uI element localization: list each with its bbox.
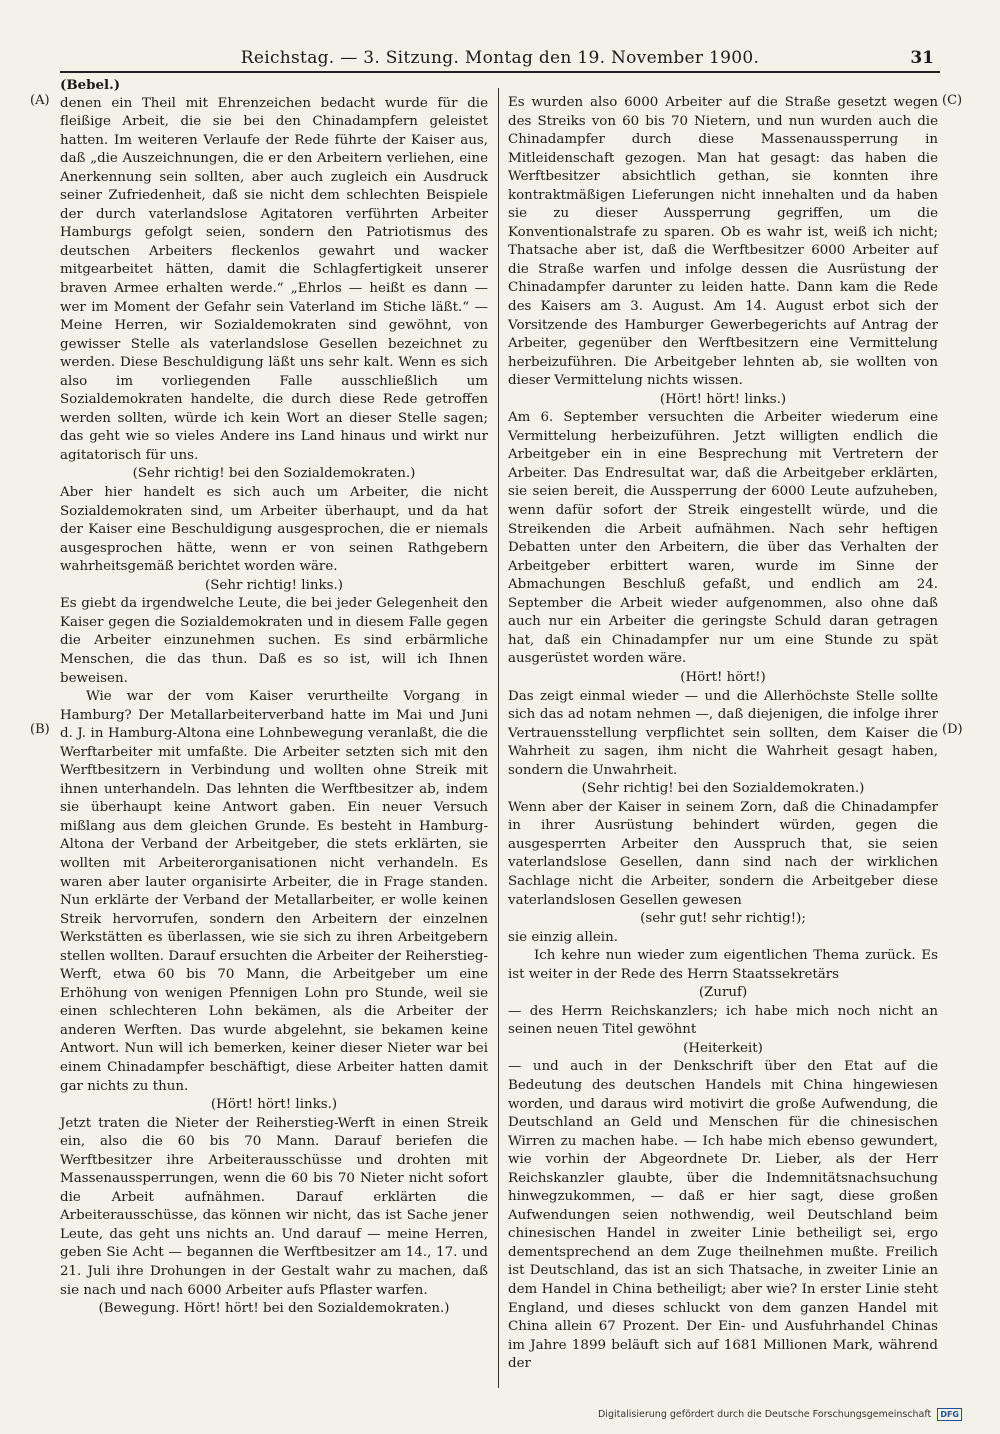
paragraph: Wie war der vom Kaiser verurtheilte Vorgang in Hamburg? Der Metallarbeiterverband hatte im Mai und Juni d. J. in Hamburg-Altona eine Lohnbewegung veranlaßt, die die Werftarbeiter mit umfaßte. Die Arbeiter setzten sich mit den Werftbesitzern in Verbindung und wollten ohne Streik mit ihnen unterhandeln. Das lehnten die Werftbesitzer ab, indem sie überhaupt keine Antwort gaben. Ein neuer Versuch mißlang aus dem gleichen Grunde. Es besteht in Hamburg-Altona der Verband der Arbeitgeber, die stets erklärten, sie wollten mit Arbeiterorganisationen nicht verhandeln. Es waren aber lauter organisirte Arbeiter, die in Frage standen. Nun erklärte der Verband der Metallarbeiter, er wolle keinen Streik hervorrufen, sondern den Arbeitern der einzelnen Werkstätten es überlassen, wie sie sich zu ihren Arbeitgebern stellen wollten. Darauf ersuchten die Arbeiter der Reiherstieg-Werft, etwa 60 bis 70 Mann, die Arbeitgeber um eine Erhöhung von wenigen Pfennigen Lohn pro Stunde, weil sie einen schlechteren Lohn bekämen, als die Arbeiter der anderen Werften. Das wurde abgelehnt, sie bekamen keine Antwort. Nun will ich bemerken, keiner dieser Nieter war bei einem Chinadampfer beschäftigt, diese Arbeiter hatten damit gar nichts zu thun. — [60, 689, 488, 1094]
paragraph: Es wurden also 6000 Arbeiter auf die Straße gesetzt wegen des Streiks von 60 bis 70 Nietern, und nun wurden auch die Chinadampfer durch diese Massenaussperrung in Mitleidenschaft gezogen. Man hat gesagt: das haben die Werftbesitzer absichtlich gethan, sie konnten ihre kontraktmäßigen Lieferungen nicht innehalten und da haben sie zu dieser Aussperrung gegriffen, um die Konventionalstrafe zu sparen. Ob es wahr ist, weiß ich nicht; Thatsache aber ist, daß die Werftbesitzer 6000 Arbeiter auf die Straße warfen und infolge dessen die Ausrüstung der Chinadampfer darunter zu leiden hatte. Dann kam die Rede des Kaisers am 3. August. Am 14. August erbot sich der Vorsitzende des Hamburger Gewerbegerichts auf Antrag der Arbeiter, gegenüber den Werftbesitzern eine Vermittelung herbeizuführen. Die Arbeitgeber lehnten ab, sie wollten von dieser Vermittelung nichts wissen. — [508, 95, 938, 389]
header-rule — [60, 71, 940, 73]
interjection-text: (Zuruf) — [698, 985, 748, 1001]
margin-marker-d: (D) — [942, 722, 963, 737]
paragraph: sie einzig allein. — [508, 929, 618, 945]
margin-marker-c: (C) — [942, 93, 963, 108]
left-column — [60, 76, 488, 1319]
page-number: 31 — [910, 48, 934, 68]
paragraph: Es giebt da irgendwelche Leute, die bei jeder Gelegenheit den Kaiser gegen die Sozialdemokraten und in diesem Falle gegen die Arbeiter einzunehmen suchen. Es sind erbärmliche Menschen, die das thun. Daß es so ist, will ich Ihnen beweisen. — [60, 596, 488, 686]
right-column — [508, 94, 938, 1374]
speaker-name: (Bebel.) — [60, 77, 121, 93]
column-divider — [498, 88, 499, 1388]
margin-marker-b: (B) — [30, 722, 50, 737]
footer-credit — [598, 1407, 962, 1423]
interjection-text: (Sehr richtig! bei den Sozialdemokraten.) — [581, 781, 865, 797]
paragraph: Ich kehre nun wieder zum eigentlichen Thema zurück. Es ist weiter in der Rede des Herrn Staatssekretärs — [508, 948, 938, 982]
margin-marker-a: (A) — [30, 93, 50, 108]
paragraph: Das zeigt einmal wieder — und die Allerhöchste Stelle sollte sich das ad notam nehmen —, daß diejenigen, die infolge ihrer Vertrauensstellung verpflichtet sein sollten, dem Kaiser die Wahrheit zu sagen, ihm nicht die Wahrheit gesagt haben, sondern die Unwahrheit. — [508, 688, 938, 778]
paragraph: Wenn aber der Kaiser in seinem Zorn, daß die Chinadampfer in ihrer Ausrüstung behindert würden, gegen die ausgesperrten Arbeiter den Ausspruch that, sie seien vaterlandslose Gesellen, dann sind nach der wirklichen Sachlage nicht die Arbeiter, sondern die Arbeitgeber diese vaterlandslosen Gesellen gewesen — [508, 799, 938, 908]
interjection-text: (Hört! hört! links.) — [659, 391, 787, 407]
interjection-text: (Heiterkeit) — [683, 1040, 763, 1056]
paragraph: Am 6. September versuchten die Arbeiter wiederum eine Vermittelung herbeizuführen. Jetzt willigten endlich die Arbeitgeber ein in eine Besprechung mit Vertretern der Arbeiter. Das Endresultat war, daß die Arbeitgeber erklärten, sie seien bereit, die Aussperrung der 6000 Leute aufzuheben, wenn dafür sofort der Streik eingestellt würde, und die Streikenden die Arbeit aufnähmen. Nach sehr heftigen Debatten unter den Arbeitern, die über das Verhalten der Arbeitgeber erbittert waren, wurde im Sinne der Abmachungen Beschluß gefaßt, und endlich am 24. September die Arbeit wieder aufgenommen, also ohne daß auch nur ein Arbeiter die geringste Schuld daran getragen hat, daß ein Chinadampfer nur um eine Stunde zu spät ausgerüstet worden wäre. — [508, 410, 938, 667]
footer-text: Digitalisierung gefördert durch die Deutsche Forschungsgemeinschaft — [597, 1409, 932, 1420]
paragraph: denen ein Theil mit Ehrenzeichen bedacht wurde für die fleißige Arbeit, die sie bei den Chinadampfern geleistet hatten. Im weiteren Verlaufe der Rede führte der Kaiser aus, daß „die Auszeichnungen, die er den Arbeitern verliehen, eine Anerkennung sein sollten, aber auch zugleich ein Ausdruck seiner Zufriedenheit, daß sie nicht dem schlechten Beispiele der durch vaterlandslose Agitatoren verführten Arbeiter Hamburgs gefolgt seien, sondern den Patriotismus des deutschen Arbeiters fleckenlos gewahrt und wacker mitgearbeitet hätten, damit die Schlagfertigkeit unserer braven Armee erhalten werde.“ „Ehrlos — heißt es dann — wer im Moment der Gefahr sein Vaterland im Stiche läßt.“ — Meine Herren, wir Sozialdemokraten sind gewöhnt, von gewisser Stelle als vaterlandslose Gesellen bezeichnet zu werden. Diese Beschuldigung läßt uns sehr kalt. Wenn es sich also im vorliegenden Falle ausschließlich um Sozialdemokraten handelte, die durch diese Rede getroffen werden sollten, würde ich kein Wort an dieser Stelle sagen; das geht wie so vieles Andere ins Land hinaus und wirkt nur agitatorisch für uns. — [60, 95, 488, 463]
interjection-text: (Hört! hört! links.) — [210, 1097, 338, 1113]
header-title: Reichstag. — 3. Sitzung. Montag den 19. November 1900. — [240, 48, 760, 68]
paragraph: Jetzt traten die Nieter der Reiherstieg-Werft in einen Streik ein, also die 60 bis 70 Mann. Darauf beriefen die Werftbesitzer ihre Arbeiterausschüsse und drohten mit Massenaussperrungen, wenn die 60 bis 70 Nieter nicht sofort die Arbeit aufnähmen. Darauf erklärten die Arbeiterausschüsse, das können wir nicht, das ist Sache jener Leute, das geht uns nichts an. Und darauf — meine Herren, geben Sie Acht — begannen die Werftbesitzer am 14., 17. und 21. Juli ihre Drohungen in der Gestalt wahr zu machen, daß sie nach und nach 6000 Arbeiter aufs Pflaster warfen. — [60, 1115, 488, 1298]
dfg-logo-icon: DFG — [937, 1408, 962, 1421]
interjection-text: (Bewegung. Hört! hört! bei den Sozialdemokraten.) — [98, 1301, 450, 1317]
paragraph: — des Herrn Reichskanzlers; ich habe mich noch nicht an seinen neuen Titel gewöhnt — [508, 1003, 938, 1038]
paragraph: — und auch in der Denkschrift über den Etat auf die Bedeutung des deutschen Handels mit China hingewiesen worden, und daraus wird motivirt die große Aufwendung, die Deutschland an Geld und Menschen für die chinesischen Wirren zu machen habe. — Ich habe mich ebenso gewundert, wie vorhin der Abgeordnete Dr. Lieber, als der Herr Reichskanzler glaubte, über die Indemnitätsnachsuchung hinwegzukommen, — daß er hier sagt, diese großen Aufwendungen seien nothwendig, weil Deutschland beim chinesischen Handel in zweiter Linie betheiligt sei, ergo dementsprechend an dem Zuge theilnehmen mußte. Freilich ist Deutschland, das ist an sich Thatsache, in zweiter Linie an dem Handel in China betheiligt; aber wie? In erster Linie steht England, und dieses schluckt von dem ganzen Handel mit China allein 67 Prozent. Der Ein- und Ausfuhrhandel Chinas im Jahre 1899 beläuft sich auf 1681 Millionen Mark, während der — [508, 1059, 938, 1372]
interjection-text: (Sehr richtig! links.) — [205, 577, 343, 593]
interjection-text: (Hört! hört!) — [680, 669, 766, 685]
paragraph: Aber hier handelt es sich auch um Arbeiter, die nicht Sozialdemokraten sind, um Arbeiter überhaupt, und da hat der Kaiser eine Beschuldigung ausgesprochen, die er niemals ausgesprochen hätte, wenn er von seinen Rathgebern wahrheitsgemäß berichtet worden wäre. — [60, 485, 488, 575]
interjection-text: (sehr gut! sehr richtig!); — [640, 911, 806, 927]
interjection-text: (Sehr richtig! bei den Sozialdemokraten.) — [132, 466, 416, 482]
page-header — [60, 46, 940, 70]
